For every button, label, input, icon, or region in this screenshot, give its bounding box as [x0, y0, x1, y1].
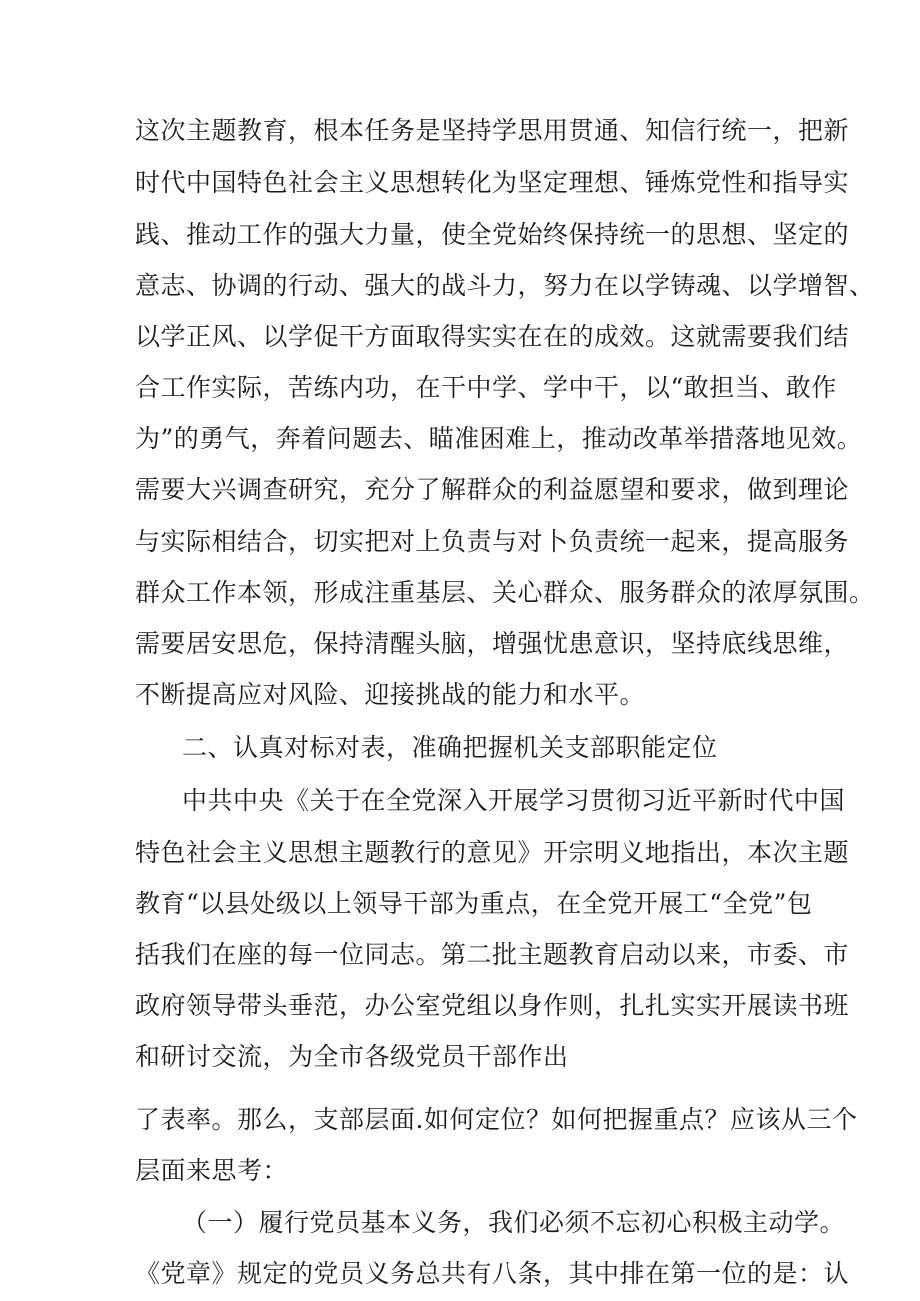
paragraph-line: 群众工作本领，形成注重基层、关心群众、服务群众的浓厚氛围。	[135, 578, 875, 607]
paragraph-line: 《党章》规定的党员义务总共有八条，其中排在第一位的是：认	[135, 1259, 850, 1288]
paragraph-line: 不断提高应对风险、迎接挑战的能力和水平。	[135, 680, 646, 709]
subsection-heading: （一）履行党员基本义务，我们必须不忘初心积极主动学。	[182, 1208, 846, 1237]
section-heading: 二、认真对标对表，准确把握机关支部职能定位	[182, 733, 718, 762]
paragraph-line: 政府领导带头垂范，办公室党组以身作则，扎扎实实开展读书班	[135, 991, 850, 1020]
paragraph-line: 需要居安思危，保持清醒头脑，增强忧患意识，坚持底线思维，	[135, 629, 850, 658]
paragraph-line: 合工作实际，苦练内功，在干中学、学中干，以“敢担当、敢作	[135, 373, 837, 402]
paragraph-line: 了表率。那么，支部层面.如何定位？如何把握重点？应该从三个	[135, 1105, 858, 1134]
paragraph-line: 教育“以县处级以上领导干部为重点，在全党开展工“全党”包	[135, 889, 813, 918]
paragraph-line: 意志、协调的行动、强大的战斗力，努力在以学铸魂、以学增智、	[135, 271, 875, 300]
paragraph-line: 践、推动工作的强大力量，使全党始终保持统一的思想、坚定的	[135, 220, 850, 249]
paragraph-line: 括我们在座的每一位同志。第二批主题教育启动以来，市委、市	[135, 940, 850, 969]
paragraph-line: 需要大兴调查研究，充分了解群众的利益愿望和要求，做到理论	[135, 475, 850, 504]
paragraph-line: 和研讨交流，为全市各级党员干部作出	[135, 1042, 569, 1071]
paragraph-line: 这次主题教育，根本任务是坚持学思用贯通、知信行统一，把新	[135, 116, 850, 145]
paragraph-line: 为”的勇气，奔着问题去、瞄准困难上，推动改革举措落地见效。	[135, 424, 863, 453]
paragraph-line: 层面来思考：	[135, 1156, 289, 1185]
paragraph-line: 时代中国特色社会主义思想转化为坚定理想、锤炼党性和指导实	[135, 168, 850, 197]
paragraph-line: 特色社会主义思想主题教行的意见》开宗明义地指出，本次主题	[135, 838, 850, 867]
paragraph-line: 以学正风、以学促干方面取得实实在在的成效。这就需要我们结	[135, 322, 850, 351]
paragraph-line: 与实际相结合，切实把对上负责与对卜负责统一起来，提高服务	[135, 527, 850, 556]
paragraph-line: 中共中央《关于在全党深入开展学习贯彻习近平新时代中国	[182, 786, 846, 815]
